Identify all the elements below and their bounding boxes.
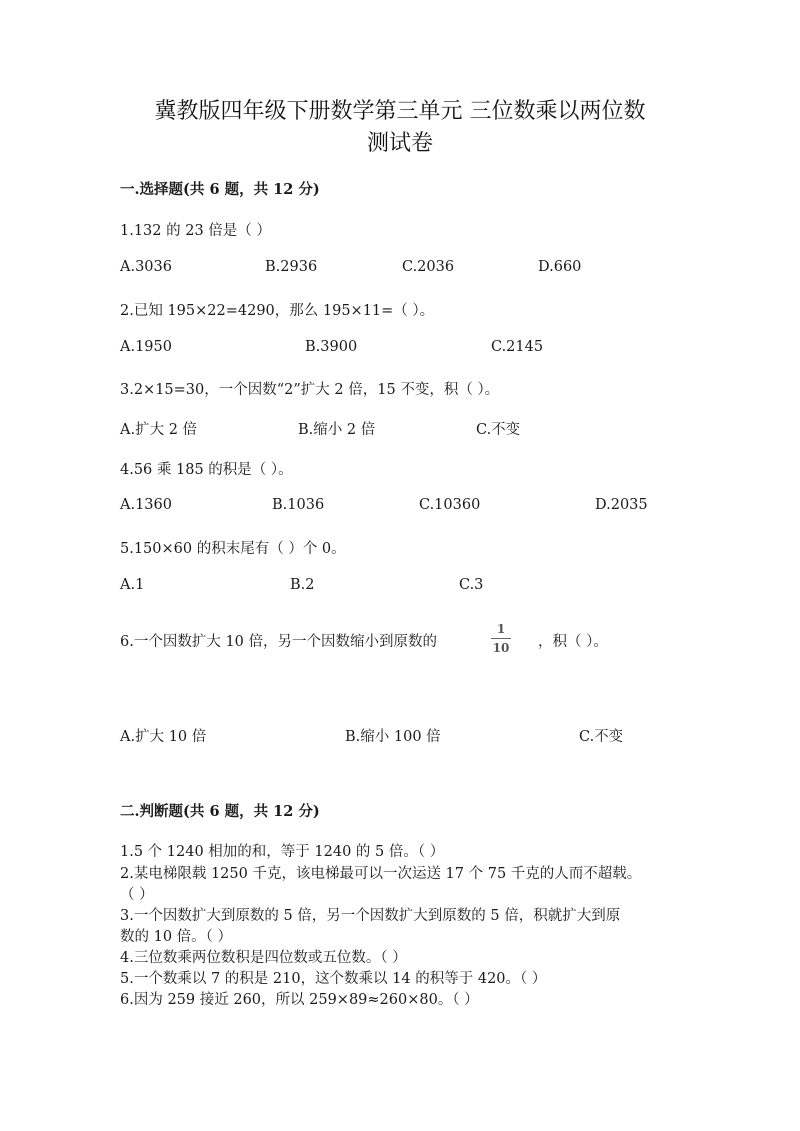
q4-option-c: C.10360 <box>419 497 481 513</box>
q4-option-d: D.2035 <box>595 497 648 513</box>
question-6-text-before: 6.一个因数扩大 10 倍，另一个因数缩小到原数的 <box>120 634 438 650</box>
question-4: 4.56 乘 185 的积是（ ）。 <box>120 462 293 478</box>
question-1: 1.132 的 23 倍是（ ） <box>120 223 271 239</box>
q1-option-b: B.2936 <box>265 259 318 275</box>
judgment-line-6: 6.因为 259 接近 260，所以 259×89≈260×80。（ ） <box>120 992 479 1008</box>
section-heading-choice: 一.选择题(共 6 题，共 12 分) <box>120 181 320 198</box>
fraction-one-tenth <box>490 622 512 655</box>
q6-option-b: B.缩小 100 倍 <box>345 729 441 745</box>
judgment-line-3: 3.一个因数扩大到原数的 5 倍，另一个因数扩大到原数的 5 倍，积就扩大到原 <box>120 908 621 924</box>
judgment-line-3-cont: 数的 10 倍。（ ） <box>120 929 233 945</box>
q2-option-c: C.2145 <box>491 339 544 355</box>
q3-option-c: C.不变 <box>476 422 521 438</box>
q4-option-b: B.1036 <box>272 497 325 513</box>
question-6-text-after: ，积（ ）。 <box>538 634 608 650</box>
q1-option-d: D.660 <box>538 259 582 275</box>
section-heading-judgment: 二.判断题(共 6 题，共 12 分) <box>120 803 320 820</box>
judgment-line-1: 1.5 个 1240 相加的和，等于 1240 的 5 倍。（ ） <box>120 844 445 860</box>
q1-option-a: A.3036 <box>120 259 172 275</box>
judgment-line-4: 4.三位数乘两位数积是四位数或五位数。（ ） <box>120 950 407 966</box>
q6-option-a: A.扩大 10 倍 <box>120 729 207 745</box>
q1-option-c: C.2036 <box>402 259 455 275</box>
judgment-line-2-cont: （ ） <box>120 887 154 903</box>
judgment-line-5: 5.一个数乘以 7 的积是 210，这个数乘以 14 的积等于 420。（ ） <box>120 971 547 987</box>
page-title-line-1: 冀教版四年级下册数学第三单元 三位数乘以两位数 <box>154 99 646 124</box>
fraction-bar <box>491 638 511 639</box>
page-title-line-2: 测试卷 <box>366 131 433 156</box>
q3-option-b: B.缩小 2 倍 <box>298 422 376 438</box>
q4-option-a: A.1360 <box>120 497 172 513</box>
q2-option-b: B.3900 <box>305 339 358 355</box>
question-2: 2.已知 195×22=4290，那么 195×11=（ ）。 <box>120 303 435 319</box>
question-5: 5.150×60 的积末尾有（ ）个 0。 <box>120 541 346 557</box>
q5-option-a: A.1 <box>120 577 145 593</box>
judgment-line-2: 2.某电梯限载 1250 千克，该电梯最可以一次运送 17 个 75 千克的人而不超载。 <box>120 866 642 882</box>
q6-option-c: C.不变 <box>579 729 624 745</box>
fraction-numerator: 1 <box>496 622 506 636</box>
fraction-denominator: 10 <box>492 641 510 655</box>
q5-option-c: C.3 <box>459 577 484 593</box>
q5-option-b: B.2 <box>290 577 315 593</box>
q2-option-a: A.1950 <box>120 339 172 355</box>
q3-option-a: A.扩大 2 倍 <box>120 422 198 438</box>
question-3: 3.2×15=30，一个因数“2”扩大 2 倍，15 不变，积（ ）。 <box>120 382 500 398</box>
